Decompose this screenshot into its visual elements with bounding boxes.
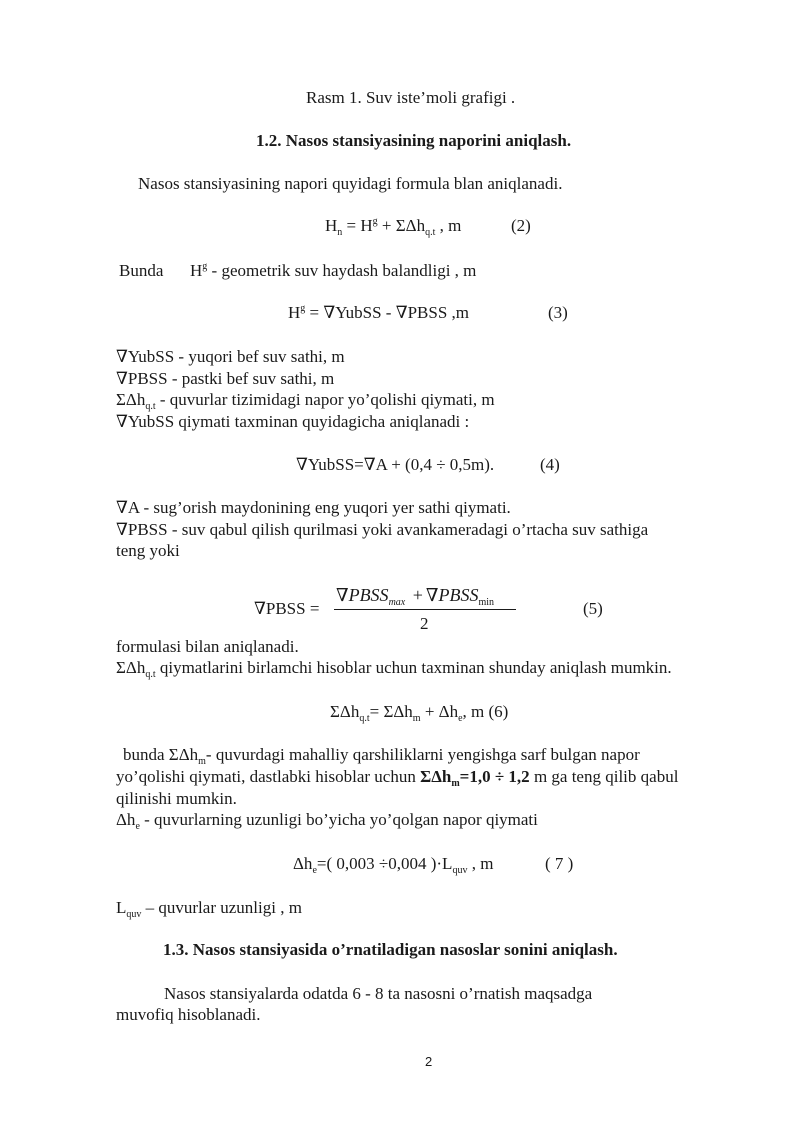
formula-5-numerator: $\nabla PBSS_{max}$ + $\nabla PBSS_{min}$ [336, 585, 495, 608]
page-number: 2 [425, 1054, 433, 1069]
formula-5-fraction-bar [334, 609, 516, 610]
definition-yubss: ∇YubSS - yuqori bef suv sathi, m [116, 347, 345, 366]
formula-2: $H_n = H^g + \Sigma\Delta h_{q.t}$ , m [325, 216, 462, 238]
formula-6: $\Sigma\Delta h_{q.t}= \Sigma\Delta h_m + \Delta h_e$, m (6) [330, 702, 509, 724]
definition-pbss-line2: teng yoki [116, 541, 180, 560]
formula-5-lhs: ∇PBSS = [254, 599, 320, 618]
formula-7-number: ( 7 ) [545, 854, 574, 873]
bunda-local-losses-line3: qilinishi mumkin. [116, 789, 237, 808]
formula-3-number: (3) [548, 303, 568, 322]
formula-2-number: (2) [511, 216, 531, 235]
dhe-definition: $\Delta h_e$ - quvurlarning uzunligi bo’yicha yo’qolgan napor qiymati [116, 810, 538, 832]
formula-4-number: (4) [540, 455, 560, 474]
after-formula-5: formulasi bilan aniqlanadi. [116, 637, 299, 656]
definition-a: ∇A - sug’orish maydonining eng yuqori yer sathi qiymati. [116, 498, 511, 517]
section-heading-1-2: 1.2. Nasos stansiyasining naporini aniqlash. [256, 131, 572, 150]
formula-7: $\Delta h_e=$( 0,003 ÷0,004 )$\cdot L_{quv}$ , m [293, 854, 494, 876]
definition-pbss: ∇PBSS - pastki bef suv sathi, m [116, 369, 335, 388]
lquv-definition: $L_{quv}$ – quvurlar uzunligi , m [116, 898, 302, 920]
formula-4: ∇YubSS=∇A + (0,4 ÷ 0,5m). [296, 455, 495, 474]
intro-paragraph: Nasos stansiyasining napori quyidagi formula blan aniqlanadi. [138, 174, 563, 193]
figure-caption: Rasm 1. Suv iste’moli grafigi . [306, 88, 516, 107]
formula-5-denominator: 2 [420, 614, 429, 633]
bunda-local-losses-line2: yo’qolishi qiymati, dastlabki hisoblar uchun ΣΔh$_m$=1,0 ÷ 1,2 m ga teng qilib qabul [116, 767, 679, 789]
sum-dh-paragraph: ΣΔh$_{q.t}$ qiymatlarini birlamchi hisoblar uchun taxminan shunday aniqlash mumkin. [116, 658, 672, 680]
definition-yubss-approx: ∇YubSS qiymati taxminan quyidagicha aniqlanadi : [116, 412, 470, 431]
formula-3: $H^g$ = ∇YubSS - ∇PBSS ,m [288, 303, 469, 322]
section-heading-1-3: 1.3. Nasos stansiyasida o’rnatiladigan nasoslar sonini aniqlash. [163, 940, 618, 959]
definition-sum-dh: ΣΔh$_{q.t}$ - quvurlar tizimidagi napor yo’qolishi qiymati, m [116, 390, 495, 412]
formula-5-number: (5) [583, 599, 603, 618]
definition-pbss-line1: ∇PBSS - suv qabul qilish qurilmasi yoki avankameradagi o’rtacha suv sathiga [116, 520, 649, 539]
bunda-hg-definition: $H^g$ - geometrik suv haydash balandligi , m [190, 261, 477, 280]
section-1-3-line2: muvofiq hisoblanadi. [116, 1005, 261, 1024]
bunda-local-losses-line1: bunda ΣΔh$_m$- quvurdagi mahalliy qarshiliklarni yengishga sarf bulgan napor [123, 745, 640, 767]
section-1-3-line1: Nasos stansiyalarda odatda 6 - 8 ta nasosni o’rnatish maqsadga [164, 984, 593, 1003]
bunda-label: Bunda [119, 261, 164, 280]
